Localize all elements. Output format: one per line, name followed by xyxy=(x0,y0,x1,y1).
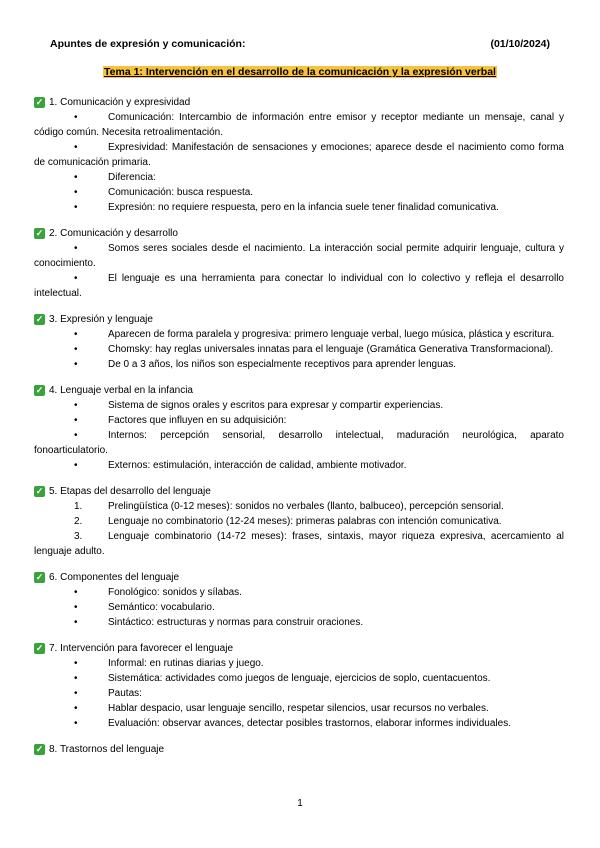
list-item-text: Sistemática: actividades como juegos de lenguaje, ejercicios de soplo, cuentacuentos. xyxy=(108,673,491,684)
list-item-text: Sintáctico: estructuras y normas para construir oraciones. xyxy=(108,617,364,628)
list-marker: • xyxy=(74,243,78,254)
section-heading-text: 1. Comunicación y expresividad xyxy=(49,97,191,108)
section xyxy=(34,95,564,215)
list-marker: • xyxy=(74,172,78,183)
list-item-text: Diferencia: xyxy=(108,172,156,183)
list-item-text: Factores que influyen en su adquisición: xyxy=(108,415,287,426)
section-heading-text: 2. Comunicación y desarrollo xyxy=(49,228,178,239)
list-item xyxy=(34,170,564,185)
check-mark-icon: ✓ xyxy=(35,314,44,324)
list-item xyxy=(34,656,564,671)
list-item-text: Comunicación: busca respuesta. xyxy=(108,187,254,198)
list-item xyxy=(34,357,564,372)
list-marker: • xyxy=(74,400,78,411)
list-item-text: Informal: en rutinas diarias y juego. xyxy=(108,658,264,669)
list-item xyxy=(34,241,564,271)
section xyxy=(34,226,564,301)
list-item-text: Lenguaje combinatorio (14-72 meses): frases, sintaxis, mayor riqueza expresiva, acercamiento al lenguaje adulto. xyxy=(34,531,564,557)
section-heading-text: 7. Intervención para favorecer el lenguaje xyxy=(49,643,234,654)
section-heading xyxy=(34,312,564,327)
list-marker: 3. xyxy=(74,531,83,542)
section-heading xyxy=(34,226,564,241)
list-marker: • xyxy=(74,658,78,669)
check-mark-icon: ✓ xyxy=(35,643,44,653)
list-marker: • xyxy=(74,142,78,153)
section xyxy=(34,383,564,473)
section-heading xyxy=(34,742,564,757)
list-item xyxy=(34,615,564,630)
section xyxy=(34,570,564,630)
list-item xyxy=(34,686,564,701)
list-item xyxy=(34,458,564,473)
document-body xyxy=(34,95,564,768)
list-marker: • xyxy=(74,329,78,340)
list-item-text: Prelingüística (0-12 meses): sonidos no verbales (llanto, balbuceo), percepción sensorial. xyxy=(108,501,504,512)
section-heading xyxy=(34,383,564,398)
list-marker: • xyxy=(74,587,78,598)
list-item-text: Externos: estimulación, interacción de calidad, ambiente motivador. xyxy=(108,460,407,471)
list-item-text: Fonológico: sonidos y sílabas. xyxy=(108,587,242,598)
list-item-text: Sistema de signos orales y escritos para expresar y compartir experiencias. xyxy=(108,400,444,411)
section xyxy=(34,742,564,757)
section xyxy=(34,641,564,731)
check-mark-icon: ✓ xyxy=(35,228,44,238)
list-item xyxy=(34,514,564,529)
list-item-text: De 0 a 3 años, los niños son especialmente receptivos para aprender lenguas. xyxy=(108,359,456,370)
list-marker: • xyxy=(74,688,78,699)
section-heading xyxy=(34,570,564,585)
list-item-text: Expresión: no requiere respuesta, pero en la infancia suele tener finalidad comunicativa. xyxy=(108,202,499,213)
list-marker: • xyxy=(74,430,78,441)
list-item-text: Somos seres sociales desde el nacimiento. La interacción social permite adquirir lenguaje, cultura y conocimiento. xyxy=(34,243,564,269)
topic-title xyxy=(0,66,600,78)
list-marker: • xyxy=(74,187,78,198)
list-item xyxy=(34,185,564,200)
list-marker: • xyxy=(74,718,78,729)
check-mark-icon: ✓ xyxy=(35,97,44,107)
document-header xyxy=(50,38,550,52)
list-item-text: Comunicación: Intercambio de información entre emisor y receptor mediante un mensaje, canal y código común. Necesita retroalimentación. xyxy=(34,112,564,138)
list-item xyxy=(34,701,564,716)
list-marker: • xyxy=(74,703,78,714)
list-marker: • xyxy=(74,273,78,284)
section-heading xyxy=(34,95,564,110)
list-item-text: Lenguaje no combinatorio (12-24 meses): primeras palabras con intención comunicativa. xyxy=(108,516,502,527)
list-marker: 1. xyxy=(74,501,83,512)
section-heading-text: 4. Lenguaje verbal en la infancia xyxy=(49,385,193,396)
list-item-text: El lenguaje es una herramienta para conectar lo individual con lo colectivo y refleja el desarrollo intelectual. xyxy=(34,273,564,299)
section-heading-text: 8. Trastornos del lenguaje xyxy=(49,744,165,755)
list-marker: • xyxy=(74,112,78,123)
list-item-text: Aparecen de forma paralela y progresiva: primero lenguaje verbal, luego música, plástica y escritura. xyxy=(108,329,555,340)
section-heading xyxy=(34,484,564,499)
topic-title-text: Tema 1: Intervención en el desarrollo de la comunicación y la expresión verbal xyxy=(104,66,496,78)
list-item xyxy=(34,499,564,514)
list-item xyxy=(34,529,564,559)
list-item-text: Semántico: vocabulario. xyxy=(108,602,215,613)
list-item xyxy=(34,413,564,428)
list-marker: • xyxy=(74,602,78,613)
list-item xyxy=(34,140,564,170)
section-heading-text: 6. Componentes del lenguaje xyxy=(49,572,180,583)
list-item xyxy=(34,200,564,215)
check-mark-icon: ✓ xyxy=(35,744,44,754)
list-item-text: Chomsky: hay reglas universales innatas para el lenguaje (Gramática Generativa Transformacional). xyxy=(108,344,554,355)
list-marker: • xyxy=(74,359,78,370)
list-item-text: Pautas: xyxy=(108,688,142,699)
header-title: Apuntes de expresión y comunicación: xyxy=(50,38,246,50)
list-marker: • xyxy=(74,673,78,684)
list-item xyxy=(34,585,564,600)
check-mark-icon: ✓ xyxy=(35,572,44,582)
list-item xyxy=(34,398,564,413)
list-item xyxy=(34,327,564,342)
list-marker: • xyxy=(74,460,78,471)
list-marker: • xyxy=(74,617,78,628)
section-heading-text: 3. Expresión y lenguaje xyxy=(49,314,153,325)
list-item xyxy=(34,342,564,357)
list-item xyxy=(34,671,564,686)
list-marker: 2. xyxy=(74,516,83,527)
list-marker: • xyxy=(74,202,78,213)
check-mark-icon: ✓ xyxy=(35,486,44,496)
list-item-text: Internos: percepción sensorial, desarrollo intelectual, maduración neurológica, aparato fonoarticulatorio. xyxy=(34,430,564,456)
section xyxy=(34,484,564,559)
list-item-text: Expresividad: Manifestación de sensaciones y emociones; aparece desde el nacimiento como forma de comunicación primaria. xyxy=(34,142,564,168)
section xyxy=(34,312,564,372)
header-date: (01/10/2024) xyxy=(490,38,550,50)
section-heading xyxy=(34,641,564,656)
list-item xyxy=(34,600,564,615)
list-item xyxy=(34,271,564,301)
list-marker: • xyxy=(74,344,78,355)
section-heading-text: 5. Etapas del desarrollo del lenguaje xyxy=(49,486,211,497)
list-item xyxy=(34,110,564,140)
list-item-text: Evaluación: observar avances, detectar posibles trastornos, elaborar informes individuales. xyxy=(108,718,511,729)
list-item xyxy=(34,716,564,731)
page-number: 1 xyxy=(297,798,303,809)
list-item xyxy=(34,428,564,458)
list-marker: • xyxy=(74,415,78,426)
check-mark-icon: ✓ xyxy=(35,385,44,395)
list-item-text: Hablar despacio, usar lenguaje sencillo, respetar silencios, usar recursos no verbales. xyxy=(108,703,489,714)
